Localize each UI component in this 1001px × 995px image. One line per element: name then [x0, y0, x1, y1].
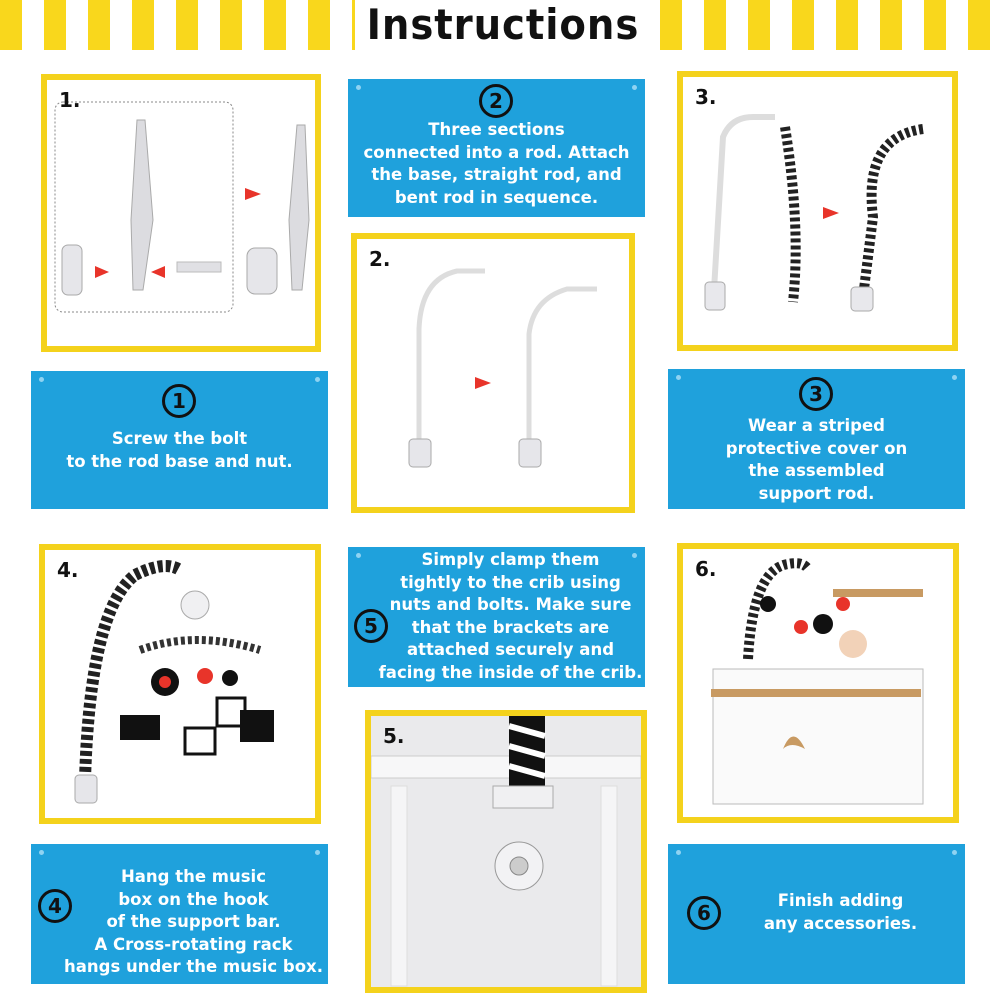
card-1-text: Screw the bolt to the rod base and nut.: [66, 429, 293, 471]
step-number: 2.: [369, 247, 391, 271]
photo-step-6: [677, 543, 959, 823]
rod-assembly-illustration: [357, 239, 629, 507]
crib-clamp-illustration: [371, 716, 641, 987]
badge-1: 1: [162, 384, 196, 418]
title-plate: [355, 0, 645, 56]
card-6-text: Finish adding any accessories.: [763, 891, 918, 933]
badge-3: 3: [799, 377, 833, 411]
step-number: 4.: [57, 558, 79, 582]
card-step-4: [31, 844, 328, 984]
badge-4: 4: [38, 889, 72, 923]
step-number: 5.: [383, 724, 405, 748]
photo-step-3: [677, 71, 958, 351]
step-number: 3.: [695, 85, 717, 109]
photo-step-2: [351, 233, 635, 513]
card-step-5: [348, 547, 645, 687]
card-step-2: [348, 79, 645, 217]
photo-step-4: [39, 544, 321, 824]
bolt-base-illustration: [47, 80, 315, 346]
card-step-3: [668, 369, 965, 509]
rod-cover-illustration: [683, 77, 952, 345]
mobile-illustration: [45, 550, 315, 818]
card-5-text: Simply clamp them tightly to the crib using nuts and bolts. Make sure that the brackets are attached securely and facing the inside of the crib.: [378, 550, 643, 682]
badge-6: 6: [687, 896, 721, 930]
card-3-text: Wear a striped protective cover on the assembled support rod.: [725, 416, 908, 503]
page-title: Instructions: [366, 0, 640, 49]
card-step-6: [668, 844, 965, 984]
photo-step-5: [365, 710, 647, 993]
step-number: 6.: [695, 557, 717, 581]
card-2-text: Three sections connected into a rod. Attach the base, straight rod, and bent rod in sequence.: [363, 120, 630, 207]
badge-2: 2: [479, 84, 513, 118]
step-number: 1.: [59, 88, 81, 112]
photo-step-1: [41, 74, 321, 352]
crib-mobile-illustration: [683, 549, 953, 817]
card-step-1: [31, 371, 328, 509]
badge-5: 5: [354, 609, 388, 643]
card-4-text: Hang the music box on the hook of the support bar. A Cross-rotating rack hangs under the music box.: [64, 867, 323, 976]
